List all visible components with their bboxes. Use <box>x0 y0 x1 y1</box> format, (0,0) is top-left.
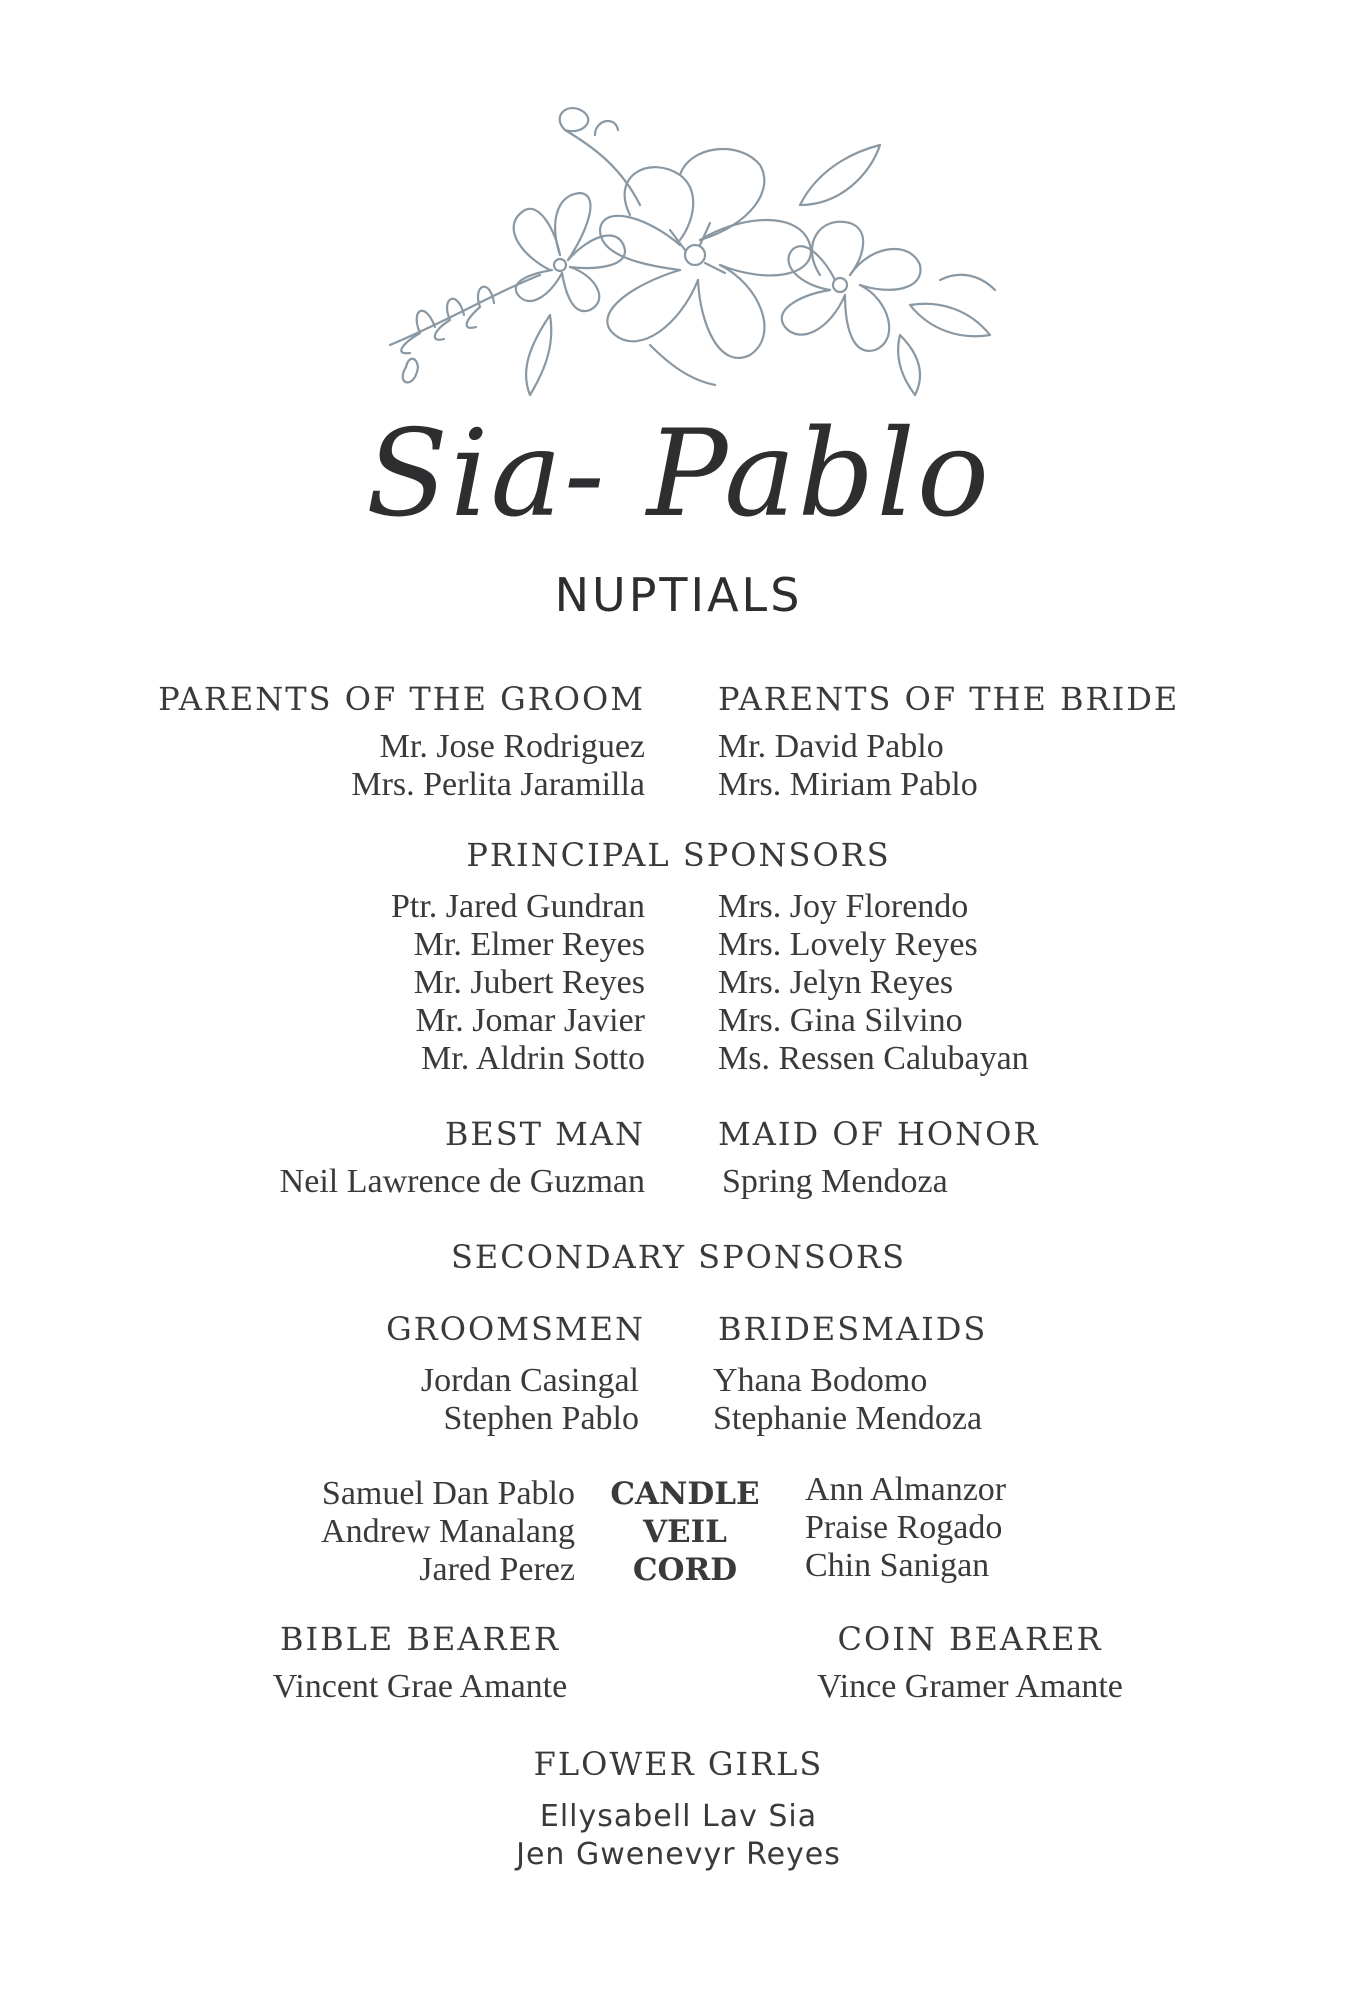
name-line: Ms. Ressen Calubayan <box>718 1040 1029 1077</box>
name-line: Jared Perez <box>419 1551 575 1588</box>
principal-sponsors-left <box>391 888 645 1078</box>
name-line: Stephen Pablo <box>443 1400 639 1437</box>
roles-left-list <box>321 1475 575 1589</box>
groomsmen-heading: GROOMSMEN <box>386 1310 645 1348</box>
maid-of-honor-name: Spring Mendoza <box>722 1163 948 1200</box>
name-line: Mrs. Lovely Reyes <box>718 926 978 963</box>
maid-of-honor-heading: MAID OF HONOR <box>718 1115 1040 1153</box>
parents-groom-heading: PARENTS OF THE GROOM <box>158 680 645 718</box>
name-line: Mrs. Miriam Pablo <box>718 766 978 803</box>
name-line: Mr. David Pablo <box>718 728 944 765</box>
name-line: Stephanie Mendoza <box>713 1400 983 1437</box>
parents-groom-list <box>351 728 645 804</box>
secondary-sponsors-heading: SECONDARY SPONSORS <box>450 1238 907 1276</box>
principal-sponsors-right <box>718 888 1029 1078</box>
bible-bearer-name: Vincent Grae Amante <box>272 1668 568 1705</box>
name-line: Mr. Aldrin Sotto <box>421 1040 645 1077</box>
name-line: Ellysabell Lav Sia <box>539 1799 818 1834</box>
name-line: Mrs. Gina Silvino <box>718 1002 963 1039</box>
name-line: Andrew Manalang <box>321 1513 575 1550</box>
couple-title: Sia- Pablo <box>365 405 992 544</box>
name-line: Mr. Jomar Javier <box>415 1002 645 1039</box>
flower-girls-heading: FLOWER GIRLS <box>533 1745 824 1783</box>
best-man-name: Neil Lawrence de Guzman <box>279 1163 645 1200</box>
bridesmaids-list <box>713 1362 982 1438</box>
name-line: Ann Almanzor <box>805 1471 1007 1508</box>
coin-bearer-name: Vince Gramer Amante <box>817 1668 1123 1705</box>
role-label: CORD <box>632 1552 738 1588</box>
roles-center-list <box>590 1475 780 1589</box>
floral-line-art-icon <box>380 105 1020 415</box>
name-line: Mr. Elmer Reyes <box>413 926 645 963</box>
parents-bride-heading: PARENTS OF THE BRIDE <box>718 680 1180 718</box>
role-label: VEIL <box>643 1514 727 1550</box>
event-title: NUPTIALS <box>554 568 803 622</box>
flower-girls-list <box>0 1798 1357 1874</box>
best-man-heading: BEST MAN <box>444 1115 645 1153</box>
role-label: CANDLE <box>610 1476 760 1512</box>
roles-right-list <box>805 1471 1006 1585</box>
groomsmen-list <box>421 1362 639 1438</box>
name-line: Yhana Bodomo <box>713 1362 928 1399</box>
name-line: Ptr. Jared Gundran <box>390 888 645 925</box>
name-line: Mr. Jubert Reyes <box>413 964 645 1001</box>
name-line: Mr. Jose Rodriguez <box>379 728 645 765</box>
name-line: Mrs. Jelyn Reyes <box>718 964 954 1001</box>
bridesmaids-heading: BRIDESMAIDS <box>718 1310 988 1348</box>
name-line: Mrs. Perlita Jaramilla <box>351 766 645 803</box>
name-line: Samuel Dan Pablo <box>321 1475 575 1512</box>
principal-sponsors-heading: PRINCIPAL SPONSORS <box>466 836 891 874</box>
name-line: Jen Gwenevyr Reyes <box>516 1837 841 1872</box>
name-line: Jordan Casingal <box>420 1362 639 1399</box>
coin-bearer-heading: COIN BEARER <box>837 1620 1103 1658</box>
name-line: Chin Sanigan <box>805 1547 990 1584</box>
name-line: Mrs. Joy Florendo <box>718 888 969 925</box>
parents-bride-list <box>718 728 978 804</box>
bible-bearer-heading: BIBLE BEARER <box>280 1620 560 1658</box>
name-line: Praise Rogado <box>805 1509 1003 1546</box>
